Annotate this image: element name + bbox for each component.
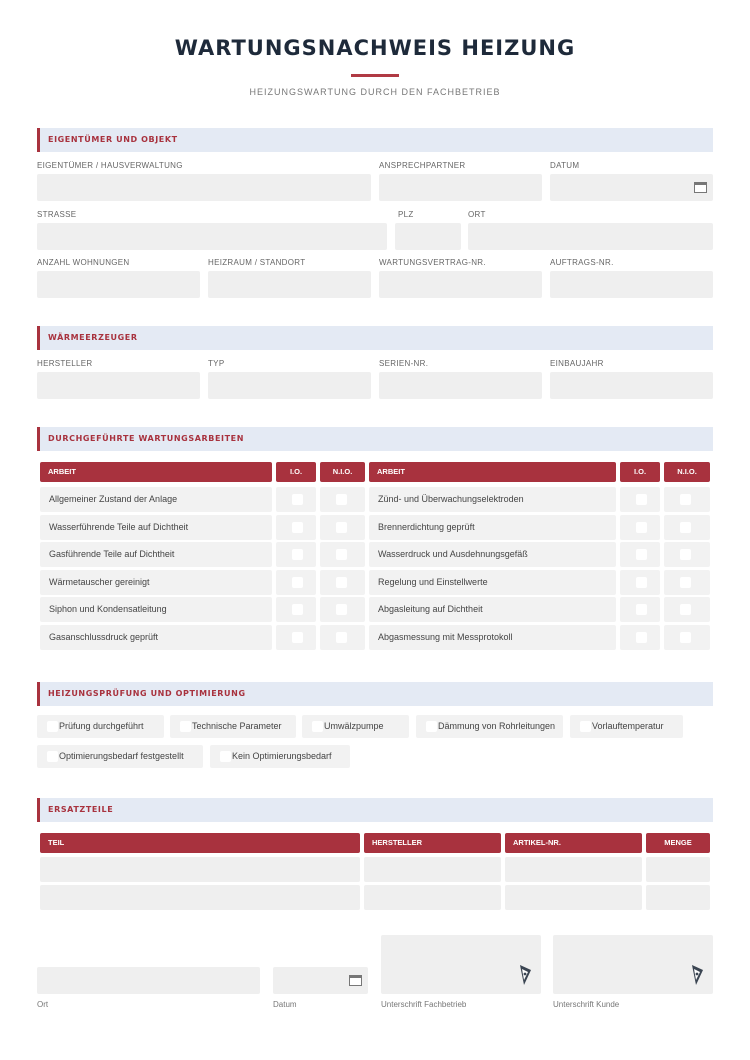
- city-field[interactable]: [468, 223, 713, 250]
- work-item-left: Wasserführende Teile auf Dichtheit: [40, 515, 272, 540]
- work-left-nok-checkbox[interactable]: [336, 632, 347, 643]
- work-left-nok-checkbox[interactable]: [336, 549, 347, 560]
- work-left-ok-cell: [276, 542, 316, 567]
- work-left-nok-cell: [320, 625, 365, 650]
- work-left-ok-cell: [276, 515, 316, 540]
- work-right-nok-cell: [664, 597, 710, 622]
- owner-field[interactable]: [37, 174, 371, 201]
- work-right-ok-checkbox[interactable]: [636, 577, 647, 588]
- place-field[interactable]: [37, 967, 260, 994]
- section-generator-header: [37, 326, 713, 350]
- zip-label: PLZ: [398, 210, 414, 219]
- work-left-nok-checkbox[interactable]: [336, 494, 347, 505]
- option-label: Kein Optimierungsbedarf: [232, 751, 332, 761]
- work-right-nok-cell: [664, 515, 710, 540]
- units-label: ANZAHL WOHNUNGEN: [37, 258, 130, 267]
- work-right-nok-checkbox[interactable]: [680, 632, 691, 643]
- work-right-nok-cell: [664, 625, 710, 650]
- option-label: Prüfung durchgeführt: [59, 721, 144, 731]
- option-checkbox[interactable]: [580, 721, 591, 732]
- signature-company-label: Unterschrift Fachbetrieb: [381, 1000, 467, 1009]
- work-item-left: Gasanschlussdruck geprüft: [40, 625, 272, 650]
- work-right-ok-checkbox[interactable]: [636, 494, 647, 505]
- contact-label: ANSPRECHPARTNER: [379, 161, 466, 170]
- section-work-title: DURCHGEFÜHRTE WARTUNGSARBEITEN: [48, 434, 244, 443]
- col-nok-right: N.I.O.: [664, 462, 710, 482]
- work-item-right: Brennerdichtung geprüft: [369, 515, 616, 540]
- work-left-ok-checkbox[interactable]: [292, 522, 303, 533]
- work-item-right: Regelung und Einstellwerte: [369, 570, 616, 595]
- work-left-ok-checkbox[interactable]: [292, 632, 303, 643]
- maker-label: HERSTELLER: [37, 359, 93, 368]
- col-work-left: ARBEIT: [40, 462, 272, 482]
- work-left-ok-cell: [276, 487, 316, 512]
- page-title: WARTUNGSNACHWEIS HEIZUNG: [174, 36, 576, 60]
- section-owner-title: EIGENTÜMER UND OBJEKT: [48, 135, 178, 144]
- calendar-icon[interactable]: [349, 975, 362, 986]
- type-field[interactable]: [208, 372, 371, 399]
- work-right-ok-cell: [620, 625, 660, 650]
- check-option[interactable]: [170, 715, 296, 738]
- parts-row-2-maker[interactable]: [364, 885, 501, 910]
- date-field[interactable]: [550, 174, 713, 201]
- option-checkbox[interactable]: [426, 721, 437, 732]
- work-right-ok-cell: [620, 542, 660, 567]
- room-field[interactable]: [208, 271, 371, 298]
- work-left-ok-cell: [276, 597, 316, 622]
- work-right-ok-checkbox[interactable]: [636, 632, 647, 643]
- work-right-nok-checkbox[interactable]: [680, 494, 691, 505]
- col-qty: MENGE: [646, 833, 710, 853]
- work-right-ok-checkbox[interactable]: [636, 549, 647, 560]
- work-right-ok-cell: [620, 515, 660, 540]
- maker-field[interactable]: [37, 372, 200, 399]
- check-option[interactable]: [570, 715, 683, 738]
- col-part: TEIL: [40, 833, 360, 853]
- work-left-nok-cell: [320, 542, 365, 567]
- page-subtitle: HEIZUNGSWARTUNG DURCH DEN FACHBETRIEB: [249, 87, 501, 97]
- work-right-nok-checkbox[interactable]: [680, 577, 691, 588]
- units-field[interactable]: [37, 271, 200, 298]
- contact-field[interactable]: [379, 174, 542, 201]
- col-work-right: ARBEIT: [369, 462, 616, 482]
- serial-field[interactable]: [379, 372, 542, 399]
- work-right-ok-checkbox[interactable]: [636, 522, 647, 533]
- check-option[interactable]: [210, 745, 350, 768]
- work-item-left: Wärmetauscher gereinigt: [40, 570, 272, 595]
- street-field[interactable]: [37, 223, 387, 250]
- work-left-nok-checkbox[interactable]: [336, 522, 347, 533]
- col-nok-left: N.I.O.: [320, 462, 365, 482]
- section-generator-title: WÄRMEERZEUGER: [48, 333, 138, 342]
- pen-icon: [689, 964, 705, 986]
- footer-date-label: Datum: [273, 1000, 297, 1009]
- footer-date-field[interactable]: [273, 967, 368, 994]
- work-left-ok-cell: [276, 570, 316, 595]
- work-right-nok-cell: [664, 542, 710, 567]
- signature-company-field[interactable]: [381, 935, 541, 994]
- work-left-nok-cell: [320, 487, 365, 512]
- option-checkbox[interactable]: [220, 751, 231, 762]
- signature-customer-field[interactable]: [553, 935, 713, 994]
- check-option[interactable]: [302, 715, 409, 738]
- section-parts-title: ERSATZTEILE: [48, 805, 114, 814]
- pen-icon: [517, 964, 533, 986]
- parts-row-1-qty[interactable]: [646, 857, 710, 882]
- option-label: Vorlauftemperatur: [592, 721, 664, 731]
- order-field[interactable]: [550, 271, 713, 298]
- work-right-nok-cell: [664, 487, 710, 512]
- col-maker: HERSTELLER: [364, 833, 501, 853]
- section-work-header: [37, 427, 713, 451]
- work-right-ok-checkbox[interactable]: [636, 604, 647, 615]
- work-left-ok-checkbox[interactable]: [292, 494, 303, 505]
- option-checkbox[interactable]: [47, 721, 58, 732]
- work-item-right: Wasserdruck und Ausdehnungsgefäß: [369, 542, 616, 567]
- work-right-nok-checkbox[interactable]: [680, 522, 691, 533]
- option-label: Technische Parameter: [192, 721, 282, 731]
- order-label: AUFTRAGS-NR.: [550, 258, 614, 267]
- work-right-ok-cell: [620, 570, 660, 595]
- section-parts-header: [37, 798, 713, 822]
- parts-row-1-article[interactable]: [505, 857, 642, 882]
- work-right-nok-checkbox[interactable]: [680, 549, 691, 560]
- col-ok-right: I.O.: [620, 462, 660, 482]
- work-left-ok-cell: [276, 625, 316, 650]
- section-owner-header: [37, 128, 713, 152]
- year-label: EINBAUJAHR: [550, 359, 604, 368]
- option-checkbox[interactable]: [180, 721, 191, 732]
- place-label: Ort: [37, 1000, 49, 1009]
- check-option[interactable]: [37, 745, 203, 768]
- zip-field[interactable]: [395, 223, 461, 250]
- contract-field[interactable]: [379, 271, 542, 298]
- contract-label: WARTUNGSVERTRAG-NR.: [379, 258, 486, 267]
- work-right-ok-cell: [620, 487, 660, 512]
- room-label: HEIZRAUM / STANDORT: [208, 258, 306, 267]
- work-item-right: Abgasleitung auf Dichtheit: [369, 597, 616, 622]
- work-item-left: Gasführende Teile auf Dichtheit: [40, 542, 272, 567]
- section-check-title: HEIZUNGSPRÜFUNG UND OPTIMIERUNG: [48, 689, 246, 698]
- work-left-nok-cell: [320, 515, 365, 540]
- col-article: ARTIKEL-NR.: [505, 833, 642, 853]
- work-left-nok-checkbox[interactable]: [336, 604, 347, 615]
- date-label: DATUM: [550, 161, 580, 170]
- option-checkbox[interactable]: [47, 751, 58, 762]
- work-left-nok-checkbox[interactable]: [336, 577, 347, 588]
- col-ok-left: I.O.: [276, 462, 316, 482]
- work-right-nok-cell: [664, 570, 710, 595]
- type-label: TYP: [208, 359, 225, 368]
- parts-row-1-part[interactable]: [40, 857, 360, 882]
- calendar-icon[interactable]: [694, 182, 707, 193]
- parts-row-2-article[interactable]: [505, 885, 642, 910]
- parts-row-2-qty[interactable]: [646, 885, 710, 910]
- street-label: STRASSE: [37, 210, 77, 219]
- signature-customer-label: Unterschrift Kunde: [553, 1000, 620, 1009]
- option-label: Dämmung von Rohrleitungen: [438, 721, 556, 731]
- check-option[interactable]: [416, 715, 563, 738]
- work-right-nok-checkbox[interactable]: [680, 604, 691, 615]
- parts-row-2-part[interactable]: [40, 885, 360, 910]
- title-underline: [351, 74, 399, 77]
- option-label: Umwälzpumpe: [324, 721, 384, 731]
- year-field[interactable]: [550, 372, 713, 399]
- work-item-left: Allgemeiner Zustand der Anlage: [40, 487, 272, 512]
- work-item-right: Zünd- und Überwachungselektroden: [369, 487, 616, 512]
- option-checkbox[interactable]: [312, 721, 323, 732]
- work-item-right: Abgasmessung mit Messprotokoll: [369, 625, 616, 650]
- work-right-ok-cell: [620, 597, 660, 622]
- section-check-header: [37, 682, 713, 706]
- work-item-left: Siphon und Kondensatleitung: [40, 597, 272, 622]
- work-left-ok-checkbox[interactable]: [292, 577, 303, 588]
- city-label: ORT: [468, 210, 486, 219]
- work-left-ok-checkbox[interactable]: [292, 604, 303, 615]
- serial-label: SERIEN-NR.: [379, 359, 429, 368]
- check-option[interactable]: [37, 715, 164, 738]
- work-left-nok-cell: [320, 570, 365, 595]
- work-left-nok-cell: [320, 597, 365, 622]
- owner-label: EIGENTÜMER / HAUSVERWALTUNG: [37, 161, 183, 170]
- option-label: Optimierungsbedarf festgestellt: [59, 751, 184, 761]
- work-left-ok-checkbox[interactable]: [292, 549, 303, 560]
- parts-row-1-maker[interactable]: [364, 857, 501, 882]
